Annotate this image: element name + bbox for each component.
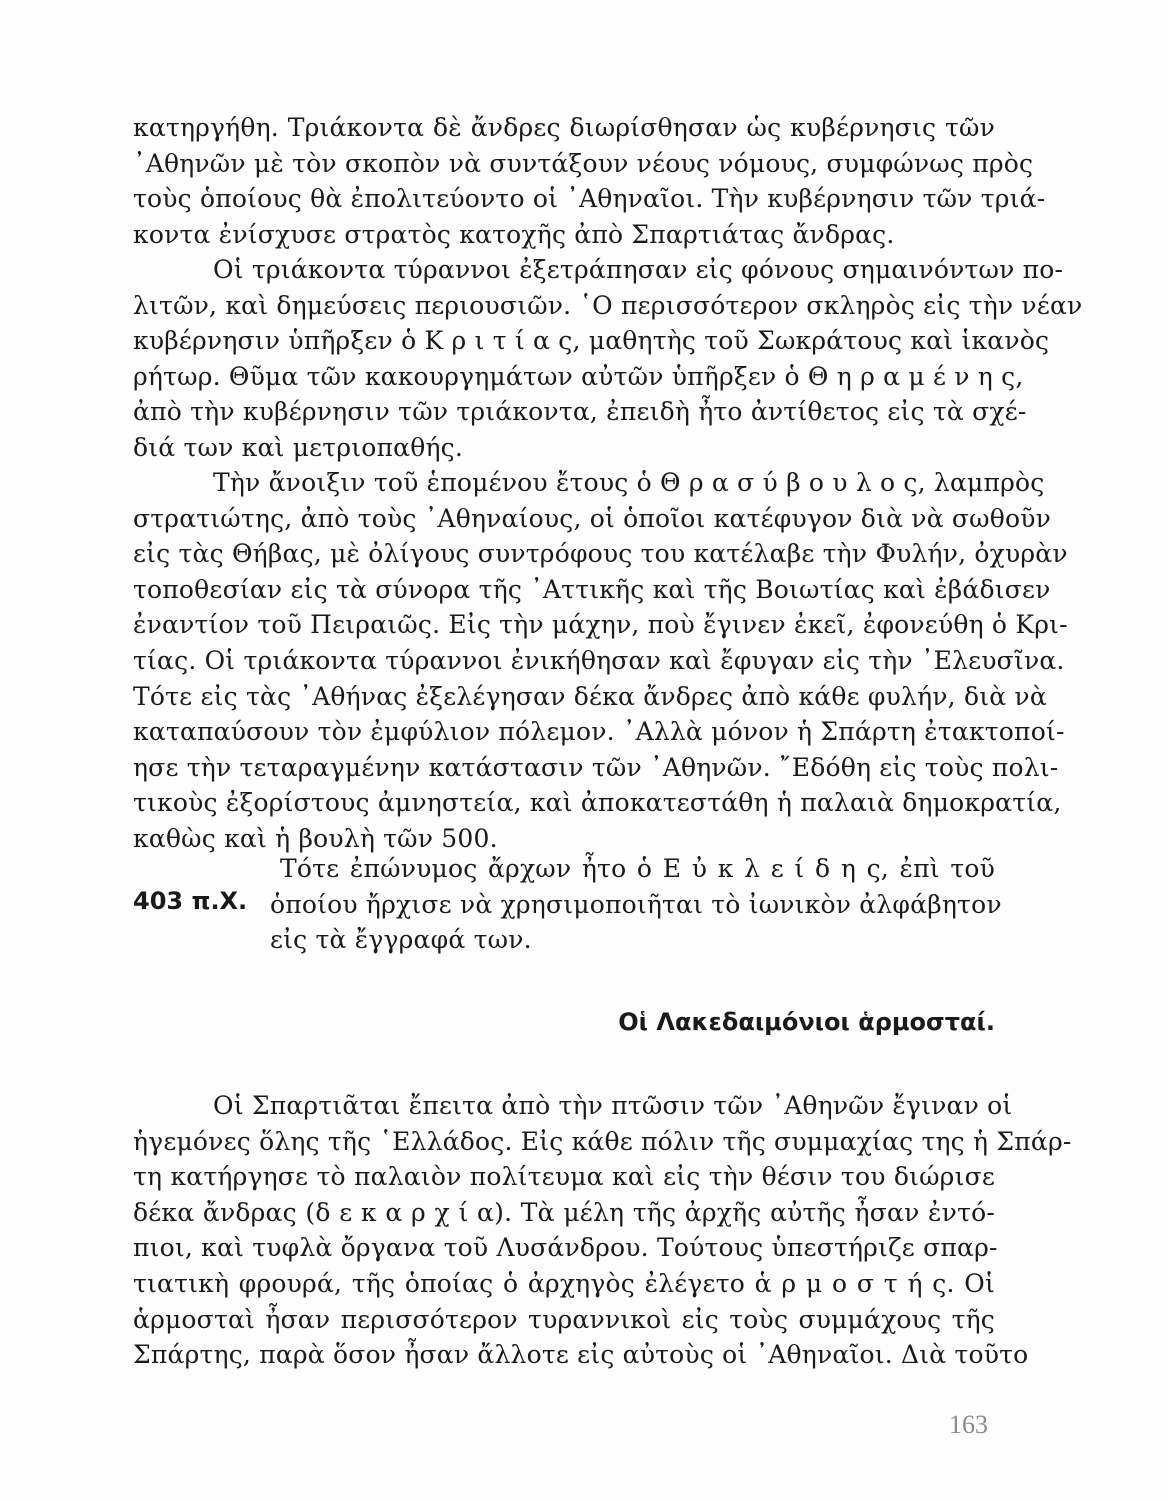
text-line: τίας. Οἱ τριάκοντα τύραννοι ἐνικήθησαν καὶ ἔφυγαν εἰς τὴν ᾿Ελευσῖνα. — [133, 645, 1065, 675]
text-line: τη κατήργησε τὸ παλαιὸν πολίτευμα καὶ εἰς τὴν θέσιν του διώρισε — [133, 1162, 995, 1192]
text-line: ρήτωρ. Θῦμα τῶν κακουργημάτων αὐτῶν ὑπῆρξεν ὁ Θ η ρ α μ έ ν η ς, — [133, 361, 1024, 391]
text-line: κοντα ἐνίσχυσε στρατὸς κατοχῆς ἀπὸ Σπαρτιάτας ἄνδρας. — [133, 219, 895, 249]
paragraph-5 — [133, 1088, 1072, 1373]
text-line: Οἱ Σπαρτιᾶται ἔπειτα ἀπὸ τὴν πτῶσιν τῶν ᾿Αθηνῶν ἔγιναν οἱ — [213, 1091, 1013, 1120]
paragraph-2 — [133, 252, 1083, 466]
text-line: διά των καὶ μετριοπαθής. — [133, 432, 463, 462]
text-line: Τὴν ἄνοιξιν τοῦ ἑπομένου ἔτους ὁ Θ ρ α σ ύ β ο υ λ ο ς, λαμπρὸς — [213, 468, 1045, 497]
text-line: Τότε ἐπώνυμος ἄρχων ἦτο ὁ Ε ὐ κ λ ε ί δ η ς, ἐπὶ τοῦ — [280, 854, 995, 883]
text-line: Οἱ τριάκοντα τύραννοι ἐξετράπησαν εἰς φόνους σημαινόντων πο- — [213, 255, 1064, 284]
paragraph-1 — [133, 110, 1046, 252]
text-line: πιοι, καὶ τυφλὰ ὄργανα τοῦ Λυσάνδρου. Τούτους ὑπεστήριζε σπαρ- — [133, 1233, 998, 1263]
text-line: δέκα ἄνδρας (δ ε κ α ρ χ ί α). Τὰ μέλη τῆς ἀρχῆς αὐτῆς ἦσαν ἐντό- — [133, 1197, 995, 1227]
text-line: λιτῶν, καὶ δημεύσεις περιουσιῶν. ῾Ο περισσότερον σκληρὸς εἰς τὴν νέαν — [133, 290, 1083, 320]
paragraph-4 — [270, 851, 1002, 958]
text-line: καταπαύσουν τὸν ἐμφύλιον πόλεμον. ᾿Αλλὰ μόνον ἡ Σπάρτη ἐτακτοποί- — [133, 717, 1065, 747]
text-line: καθὼς καὶ ἡ βουλὴ τῶν 500. — [133, 823, 498, 853]
text-line: τοὺς ὁποίους θὰ ἐπολιτεύοντο οἱ ᾿Αθηναῖοι. Τὴν κυβέρνησιν τῶν τριά- — [133, 184, 1046, 214]
text-line: εἰς τὰς Θήβας, μὲ ὀλίγους συντρόφους του κατέλαβε τὴν Φυλήν, ὀχυρὰν — [133, 539, 1068, 569]
text-line: κατηργήθη. Τριάκοντα δὲ ἄνδρες διωρίσθησαν ὡς κυβέρνησις τῶν — [133, 113, 995, 142]
text-line: Σπάρτης, παρὰ ὅσον ἦσαν ἄλλοτε εἰς αὐτοὺς οἱ ᾿Αθηναῖοι. Διὰ τοῦτο — [133, 1340, 1029, 1370]
text-line: ἐναντίον τοῦ Πειραιῶς. Εἰς τὴν μάχην, ποὺ ἔγινεν ἐκεῖ, ἐφονεύθη ὁ Κρι- — [133, 610, 1068, 640]
text-line: εἰς τὰ ἔγγραφά των. — [270, 925, 532, 955]
text-line: ἡγεμόνες ὅλης τῆς ῾Ελλάδος. Εἰς κάθε πόλιν τῆς συμμαχίας της ἡ Σπάρ- — [133, 1126, 1072, 1156]
text-line: τικοὺς ἐξορίστους ἀμνηστεία, καὶ ἀποκατεστάθη ἡ παλαιὰ δημοκρατία, — [133, 788, 1062, 818]
section-heading: Οἱ Λακεδαιμόνιοι ἁρμοσταί. — [618, 1008, 995, 1036]
text-line: ἁρμοσταὶ ἦσαν περισσότερον τυραννικοὶ εἰς τοὺς συμμάχους τῆς — [133, 1304, 995, 1334]
text-line: τιατικὴ φρουρά, τῆς ὁποίας ὁ ἀρχηγὸς ἐλέγετο ἁ ρ μ ο σ τ ή ς. Οἱ — [133, 1268, 995, 1298]
text-line: κυβέρνησιν ὑπῆρξεν ὁ Κ ρ ι τ ί α ς, μαθητὴς τοῦ Σωκράτους καὶ ἱκανὸς — [133, 326, 1050, 356]
paragraph-3 — [133, 465, 1068, 857]
text-line: τοποθεσίαν εἰς τὰ σύνορα τῆς ᾿Αττικῆς καὶ τῆς Βοιωτίας καὶ ἐβάδισεν — [133, 574, 1051, 604]
text-line: Τότε εἰς τὰς ᾿Αθήνας ἐξελέγησαν δέκα ἄνδρες ἀπὸ κάθε φυλήν, διὰ νὰ — [133, 681, 1047, 711]
text-line: ᾿Αθηνῶν μὲ τὸν σκοπὸν νὰ συντάξουν νέους νόμους, συμφώνως πρὸς — [133, 148, 1034, 178]
text-line: ησε τὴν τεταραγμένην κατάστασιν τῶν ᾿Αθηνῶν. ῎Εδόθη εἰς τοὺς πολι- — [133, 752, 1059, 782]
text-line: ὁποίου ἤρχισε νὰ χρησιμοποιῆται τὸ ἰωνικὸν ἀλφάβητον — [270, 889, 1002, 919]
text-line: στρατιώτης, ἀπὸ τοὺς ᾿Αθηναίους, οἱ ὁποῖοι κατέφυγον διὰ νὰ σωθοῦν — [133, 503, 1052, 533]
page-number: 163 — [949, 1410, 988, 1439]
date-marginal-label: 403 π.Χ. — [133, 887, 248, 915]
text-line: ἀπὸ τὴν κυβέρνησιν τῶν τριάκοντα, ἐπειδὴ ἦτο ἀντίθετος εἰς τὰ σχέ- — [133, 397, 1027, 427]
